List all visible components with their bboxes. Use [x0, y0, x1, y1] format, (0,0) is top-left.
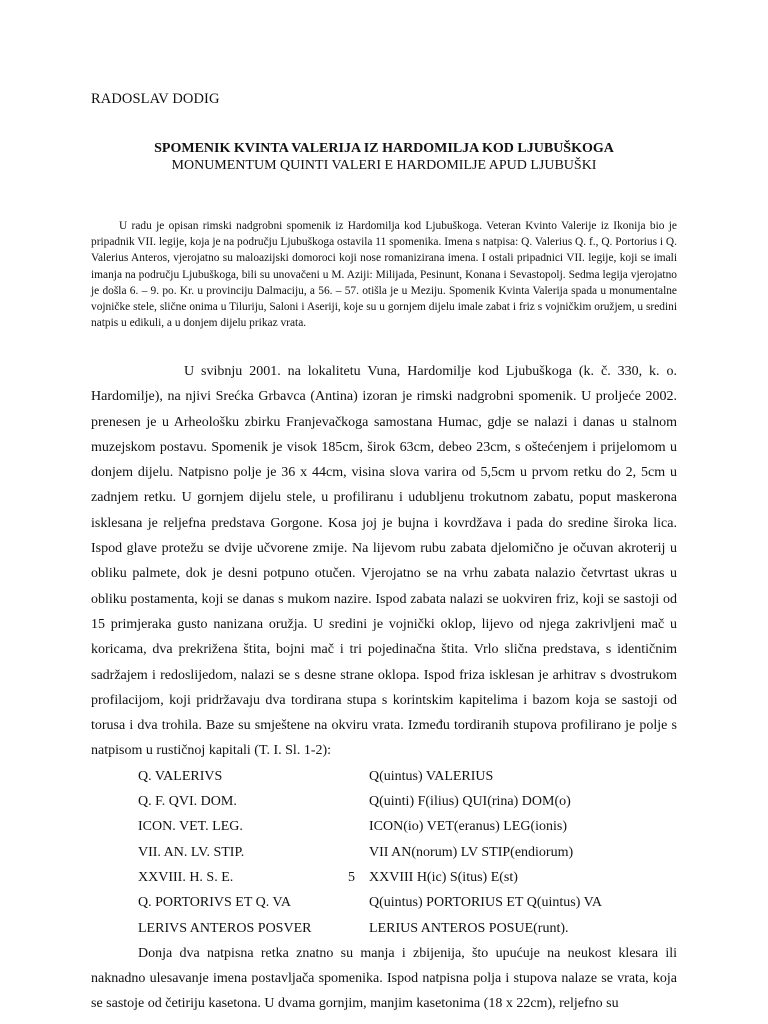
inscription-latin: LERIVS ANTEROS POSVER — [138, 920, 312, 936]
inscription-latin: XXVIII. H. S. E. — [138, 869, 234, 885]
line-number — [334, 890, 369, 915]
inscription-latin: Q. VALERIVS — [138, 768, 223, 784]
inscription-line — [91, 764, 677, 789]
inscription-line — [91, 890, 677, 915]
line-number — [334, 789, 369, 814]
inscription-table — [91, 764, 677, 941]
inscription-reading: Q(uinti) F(ilius) QUI(rina) DOM(o) — [369, 794, 571, 810]
author-name: RADOSLAV DODIG — [91, 91, 220, 107]
inscription-line — [91, 840, 677, 865]
inscription-latin: VII. AN. LV. STIP. — [138, 844, 245, 860]
inscription-reading: ICON(io) VET(eranus) LEG(ionis) — [369, 819, 568, 835]
inscription-line — [91, 814, 677, 839]
abstract: U radu je opisan rimski nadgrobni spomenik iz Hardomilja kod Ljubuškoga. Veteran Kvinto Valerije iz Ikonija bio je pripadnik VII. legije, koja je na području Ljubuškoga ostavila 11 spomenika. Imena s natpisa: Q. Valerius Q. f., Q. Portorius i Q. Valerius Anteros, vjerojatno su maloazijski domoroci koji nose romanizirana imena. I ostali pripadnici VII. legije, koji se imali imanja na području Ljubuškoga, bili su unovačeni u M. Aziji: Milijada, Pesinunt, Konana i Sevastopolj. Sedma legija vjerojatno je došla 6. – 9. po. Kr. u provinciju Dalmaciju, a 56. – 57. otišla je u Meziju. Spomenik Kvinta Valerija spada u monumentalne vojničke stele, slične onima u Tiluriju, Saloni i Aseriji, koje su u gornjem dijelu imale zabat i friz s vojničkim oružjem, u sredini natpis u edikuli, a u donjem dijelu prikaz vrata. — [91, 220, 677, 330]
inscription-latin: ICON. VET. LEG. — [138, 819, 243, 835]
inscription-line — [91, 789, 677, 814]
inscription-reading: XXVIII H(ic) S(itus) E(st) — [369, 869, 518, 885]
line-number: 5 — [348, 869, 355, 885]
line-number — [334, 814, 369, 839]
inscription-reading: LERIUS ANTEROS POSUE(runt). — [369, 920, 569, 936]
article-title: SPOMENIK KVINTA VALERIJA IZ HARDOMILJA KOD LJUBUŠKOGA — [154, 141, 614, 156]
line-number — [334, 764, 369, 789]
inscription-reading: Q(uintus) VALERIUS — [369, 768, 494, 784]
inscription-line — [91, 865, 677, 890]
inscription-reading: VII AN(norum) LV STIP(endiorum) — [369, 844, 574, 860]
paragraph-1: U svibnju 2001. na lokalitetu Vuna, Hardomilje kod Ljubuškoga (k. č. 330, k. o. Hardomilje), na njivi Srećka Grbavca (Antina) izoran je rimski nadgrobni spomenik. U proljeće 2002. prenesen je u Arheološku zbirku Franjevačkoga samostana Humac, gdje se nalazi i danas u stalnom muzejskom postavu. Spomenik je visok 185cm, širok 63cm, debeo 23cm, s oštećenjem i prijelomom u donjem dijelu. Natpisno polje je 36 x 44cm, visina slova varira od 5,5cm u prvom retku do 2, 5cm u zadnjem retku. U gornjem dijelu stele, u profiliranu i udubljenu trokutnom zabatu, poput maskerona isklesana je reljefna predstava Gorgone. Kosa joj je bujna i kovrdžava i pada do sredine široka lica. Ispod glave protežu se dvije učvorene zmije. Na lijevom rubu zabata djelomično je očuvan akroterij u obliku palmete, dok je desni potpuno otučen. Vjerojatno se na vrhu zabata nalazio četvrtast ukras u obliku postamenta, koji se danas s mukom nazire. Ispod zabata nalazi se uokviren friz, koji se sastoji od 15 primjeraka gusto nanizana oružja. U sredini je vojnički oklop, lijevo od njega zakrivljeni mač u koricama, dva prekrižena štita, bojni mač i tri pojedinačna štita. Vrlo slična predstava, s identičnim sadržajem i redoslijedom, nalazi se s desne strane oklopa. Ispod friza isklesan je arhitrav s dvostrukom profilacijom, koji pridržavaju dva tordirana stupa s korintskim kapitelima i bazom koja se sastoji od torusa i dva trohila. Baze su smještene na okviru vrata. Između tordiranih stupova profilirano je polje s natpisom u rustičnoj kapitali (T. I. Sl. 1-2): — [91, 364, 677, 759]
inscription-reading: Q(uintus) PORTORIUS ET Q(uintus) VA — [369, 895, 603, 911]
line-number — [334, 840, 369, 865]
line-number — [334, 916, 369, 941]
inscription-line — [91, 916, 677, 941]
inscription-latin: Q. F. QVI. DOM. — [138, 794, 237, 810]
paragraph-2: Donja dva natpisna retka znatno su manja i zbijenija, što upućuje na neukost klesara ili naknadno ulesavanje imena postavljača spomenika. Ispod natpisna polja i stupova nalaze se vrata, koja se sastoje od četiriju kasetona. U dvama gornjim, manjim kasetonima (18 x 22cm), reljefno su — [91, 945, 677, 1012]
body-text — [91, 359, 677, 1017]
inscription-latin: Q. PORTORIVS ET Q. VA — [138, 895, 291, 911]
article-subtitle: MONUMENTUM QUINTI VALERI E HARDOMILJE APUD LJUBUŠKI — [171, 158, 597, 173]
